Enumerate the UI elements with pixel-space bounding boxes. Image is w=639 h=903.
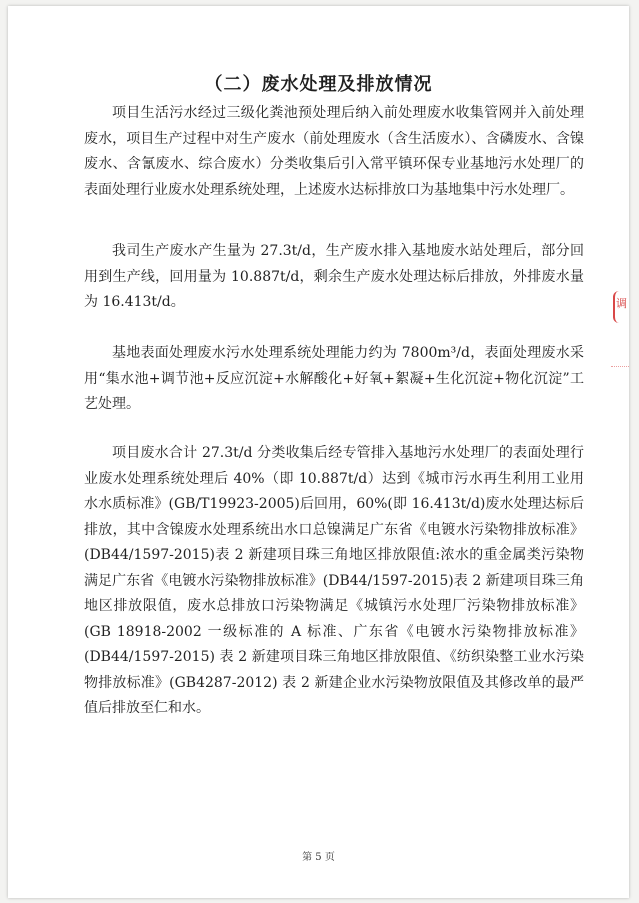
paragraph-treatment-capacity: 基地表面处理废水污水处理系统处理能力约为 7800m³/d，表面处理废水采用“集水池+调节池+反应沉淀+水解酸化+好氧+絮凝+生化沉淀+物化沉淀”工艺处理。 <box>84 345 584 412</box>
section-heading: （二）废水处理及排放情况 <box>204 74 433 95</box>
seal-stamp-text: 调 <box>616 297 627 310</box>
paragraph-wastewater-volume: 我司生产废水产生量为 27.3t/d，生产废水排入基地废水站处理后，部分回用到生产线，回用量为 10.887t/d，剩余生产废水处理达标后排放，外排废水量为 16.413t/d。 <box>84 243 584 310</box>
paragraph-discharge-standards: 项目废水合计 27.3t/d 分类收集后经专管排入基地污水处理厂的表面处理行业废水处理系统处理后 40%（即 10.887t/d）达到《城市污水再生利用工业用水水质标准》(GB/T19923-2005)后回用，60%(即 16.413t/d)废水处理达标后排放，其中含镍废水处理系统出水口总镍满足广东省《电镀水污染物排放标准》(DB44/1597-2015)表 2 新建项目珠三角地区排放限值:浓水的重金属类污染物满足广东省《电镀水污染物排放标准》(DB44/1597-2015)表 2 新建项目珠三角地区排放限值，废水总排放口污染物满足《城镇污水处理厂污染物排放标准》(GB 18918-2002 一级标准的 A 标准、广东省《电镀水污染物排放标准》(DB44/1597-2015) 表 2 新建项目珠三角地区排放限值、《纺织染整工业水污染物排放标准》(GB4287-2012) 表 2 新建企业水污染物放限值及其修改单的最严值后排放至仁和水。 <box>84 445 584 716</box>
paragraph-domestic-sewage: 项目生活污水经过三级化粪池预处理后纳入前处理废水收集管网并入前处理废水，项目生产过程中对生产废水（前处理废水（含生活废水）、含磷废水、含镍废水、含氰废水、综合废水）分类收集后引入常平镇环保专业基地污水处理厂的表面处理行业废水处理系统处理，上述废水达标排放口为基地集中污水处理厂。 <box>84 105 584 198</box>
page-number: 第 5 页 <box>302 852 335 863</box>
document-page <box>8 6 629 898</box>
seal-stamp-fragment <box>613 291 629 323</box>
seal-stamp-trace <box>611 366 629 373</box>
